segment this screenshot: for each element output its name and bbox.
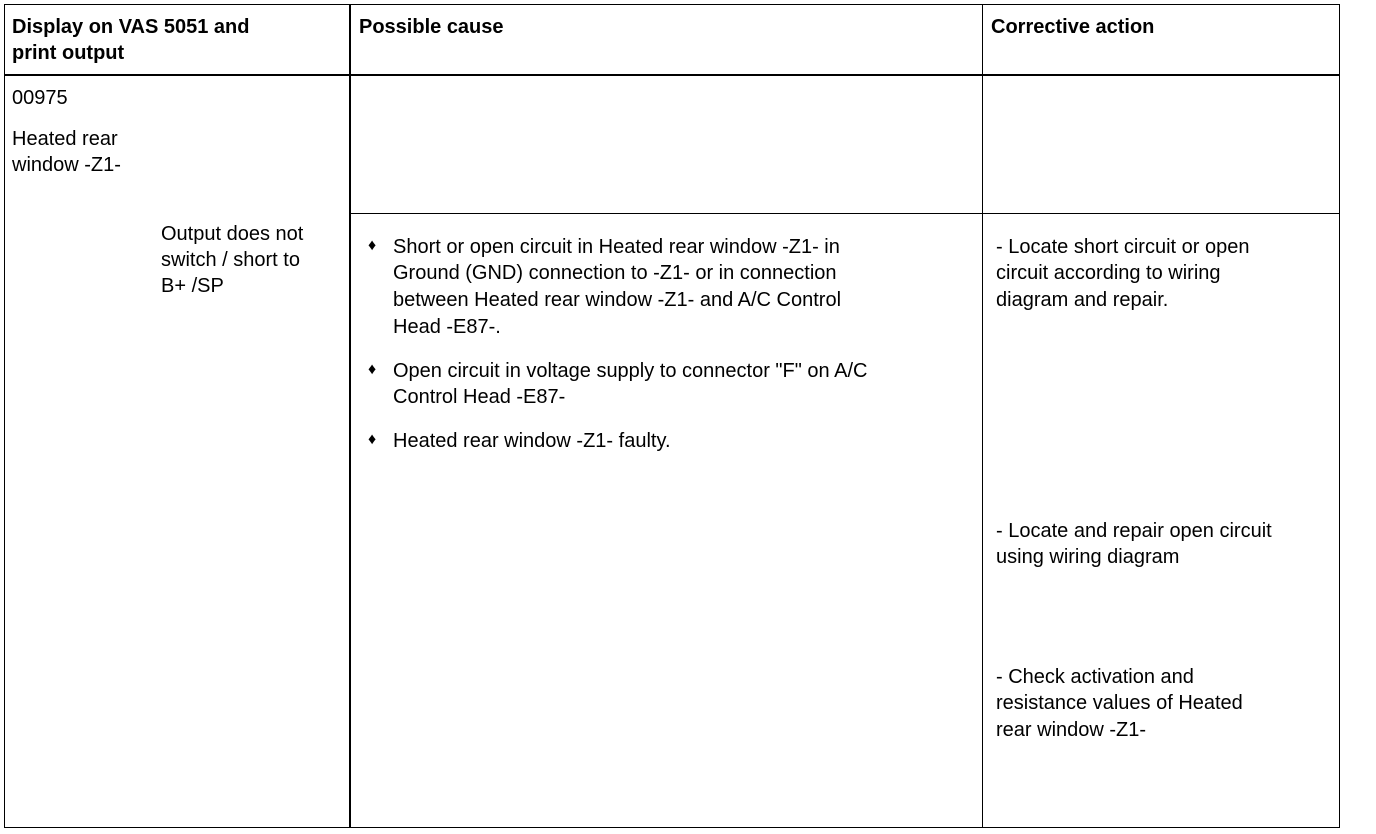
row-divider: [351, 213, 1339, 214]
action-1-line-1: - Locate short circuit or open: [996, 236, 1250, 258]
cause-bullet-icon: ♦: [368, 361, 377, 378]
fault-component-line-2: window -Z1-: [12, 154, 121, 176]
column-divider-1: [349, 5, 351, 827]
fault-code: 00975: [12, 87, 68, 109]
cause-2-line-2: Control Head -E87-: [393, 386, 566, 408]
action-2-line-2: using wiring diagram: [996, 546, 1180, 568]
cause-3-line-1: Heated rear window -Z1- faulty.: [393, 430, 671, 452]
cause-1-line-2: Ground (GND) connection to -Z1- or in connection: [393, 262, 837, 284]
action-1-line-2: circuit according to wiring: [996, 262, 1221, 284]
cause-1-line-4: Head -E87-.: [393, 316, 501, 338]
cause-1-line-3: between Heated rear window -Z1- and A/C Control: [393, 289, 842, 311]
cause-1-line-1: Short or open circuit in Heated rear window -Z1- in: [393, 236, 840, 258]
cause-bullet-icon: ♦: [368, 431, 377, 448]
action-1-line-3: diagram and repair.: [996, 289, 1169, 311]
fault-condition-line-3: B+ /SP: [161, 275, 224, 297]
fault-component-line-1: Heated rear: [12, 128, 118, 150]
header-divider: [5, 74, 1339, 76]
cause-2-line-1: Open circuit in voltage supply to connector "F" on A/C: [393, 360, 868, 382]
fault-condition-line-1: Output does not: [161, 223, 304, 245]
header-display-line-2: print output: [12, 42, 125, 64]
fault-condition-line-2: switch / short to: [161, 249, 300, 271]
column-divider-2: [982, 5, 983, 827]
header-display-line-1: Display on VAS 5051 and: [12, 16, 250, 38]
action-2-line-1: - Locate and repair open circuit: [996, 520, 1272, 542]
action-3-line-1: - Check activation and: [996, 666, 1194, 688]
action-3-line-2: resistance values of Heated: [996, 692, 1243, 714]
cause-bullet-icon: ♦: [368, 237, 377, 254]
header-action: Corrective action: [991, 16, 1155, 38]
header-cause: Possible cause: [359, 16, 504, 38]
action-3-line-3: rear window -Z1-: [996, 719, 1147, 741]
